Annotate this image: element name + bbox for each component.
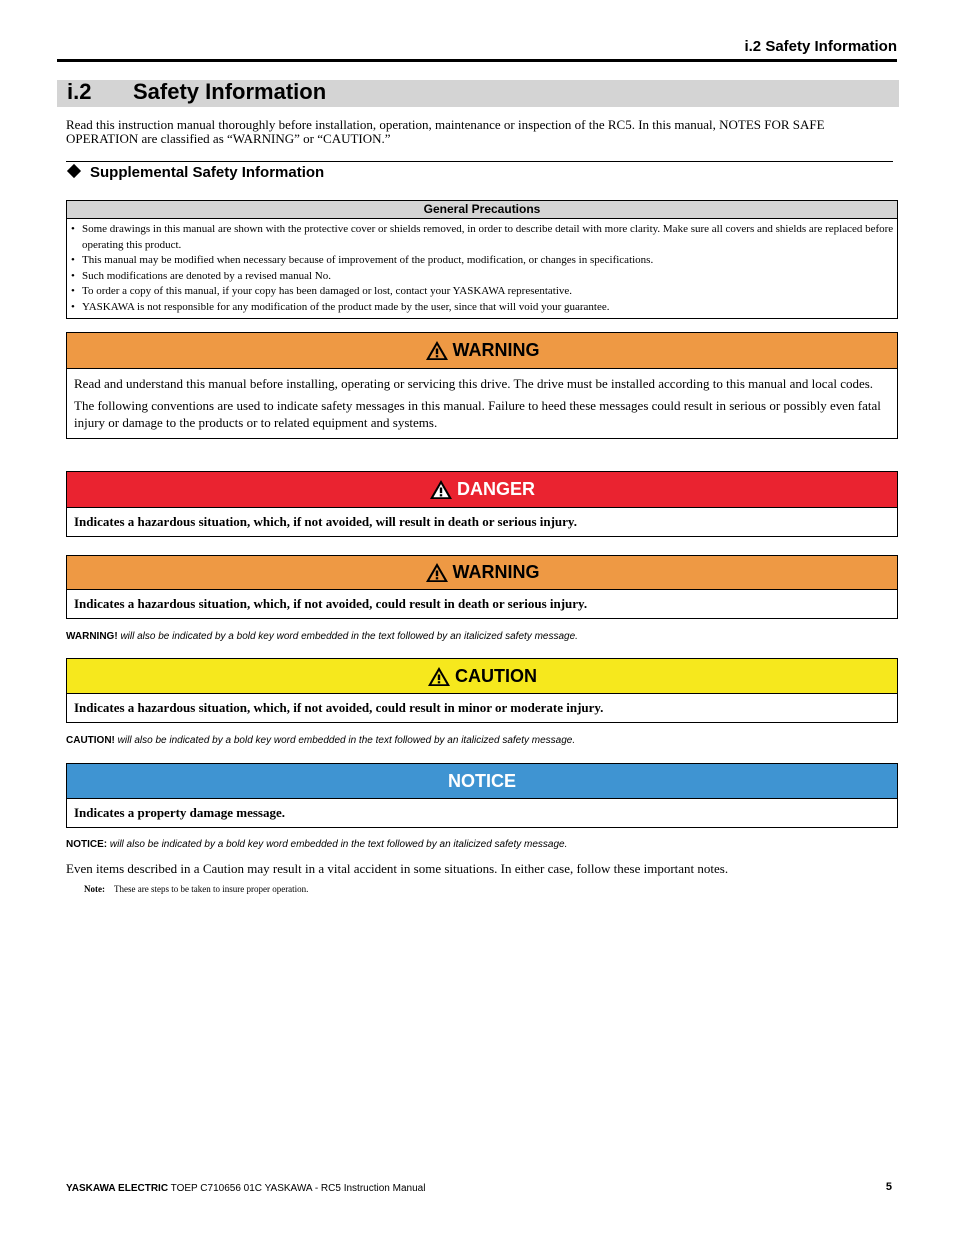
warning-triangle-icon <box>429 479 453 500</box>
notice-header <box>67 764 897 799</box>
notice-label: NOTICE <box>447 770 516 791</box>
list-item: • Some drawings in this manual are shown with the protective cover or shields removed, in order to describe detail with more clarity. Make sure all covers and shields are replaced before operating this product. <box>69 222 894 253</box>
caution-header <box>67 659 897 694</box>
subsection-heading <box>66 164 324 182</box>
caution-label: CAUTION <box>455 665 537 686</box>
warning-note <box>66 631 578 643</box>
warning-note-message: will also be indicated by a bold key word embedded in the text followed by an italicized safety message. <box>117 631 578 642</box>
header-rule <box>57 59 897 62</box>
general-precautions-title: General Precautions <box>67 201 897 219</box>
warning-main-header <box>67 333 897 369</box>
notice-text: Indicates a property damage message. <box>74 805 285 820</box>
caution-note-message: will also be indicated by a bold key word embedded in the text followed by an italicized safety message. <box>114 735 576 746</box>
warning-main-para1: Read and understand this manual before installing, operating or servicing this drive. The drive must be installed according to this manual and local codes. <box>74 376 874 391</box>
diamond-icon <box>67 164 81 178</box>
list-item: • This manual may be modified when necessary because of improvement of the product, modification, or changes in specifications. <box>69 253 894 269</box>
warning-main-body <box>67 369 897 438</box>
danger-header <box>67 472 897 508</box>
warning-triangle-icon <box>427 666 451 687</box>
footer-doc-id: TOEP C710656 01C YASKAWA - RC5 Instruction Manual <box>168 1183 426 1194</box>
warning-box <box>66 555 898 619</box>
footer-doc-info <box>66 1183 425 1195</box>
note-text: These are steps to be taken to insure proper operation. <box>114 884 309 894</box>
warning-main-para2: The following conventions are used to indicate safety messages in this manual. Failure to heed these messages could result in serious or possibly even fatal injury or damage to the products or to related equipment and systems. <box>74 398 881 430</box>
warning-triangle-icon <box>425 340 449 361</box>
section-number: i.2 <box>67 79 92 104</box>
subsection-rule <box>66 161 893 162</box>
running-header: i.2 Safety Information <box>744 38 897 55</box>
notice-note-keyword: NOTICE: <box>66 839 108 850</box>
danger-text: Indicates a hazardous situation, which, if not avoided, will result in death or serious injury. <box>74 514 577 529</box>
page-number: 5 <box>885 1181 892 1193</box>
precautions-list <box>67 219 897 318</box>
danger-label: DANGER <box>456 479 535 499</box>
list-item: • To order a copy of this manual, if your copy has been damaged or lost, contact your YASKAWA representative. <box>69 284 894 300</box>
warning-triangle-icon <box>425 562 449 583</box>
caution-note-keyword: CAUTION! <box>66 735 115 746</box>
warning-text: Indicates a hazardous situation, which, if not avoided, could result in death or serious injury. <box>74 596 588 611</box>
intro-paragraph: Read this instruction manual thoroughly before installation, operation, maintenance or inspection of the RC5. In this manual, NOTES FOR SAFE OPERATION are classified as “WARNING” or “CAUTION.” <box>66 117 825 146</box>
danger-box <box>66 471 898 537</box>
list-item: • YASKAWA is not responsible for any modification of the product made by the user, since that will void your guarantee. <box>69 300 894 316</box>
section-title: Safety Information <box>133 79 327 104</box>
subsection-title: Supplemental Safety Information <box>90 164 325 181</box>
caution-text: Indicates a hazardous situation, which, if not avoided, could result in minor or moderate injury. <box>74 700 604 715</box>
caution-box <box>66 658 898 723</box>
general-precautions-table <box>66 200 898 319</box>
section-title-bar <box>57 80 899 107</box>
warning-main-box <box>66 332 898 439</box>
closing-paragraph: Even items described in a Caution may result in a vital accident in some situations. In either case, follow these important notes. <box>66 861 729 876</box>
footer-brand: YASKAWA ELECTRIC <box>66 1183 169 1194</box>
notice-note-message: will also be indicated by a bold key word embedded in the text followed by an italicized safety message. <box>107 839 568 850</box>
list-item: • Such modifications are denoted by a revised manual No. <box>69 269 894 285</box>
notice-note <box>66 839 567 851</box>
notice-box <box>66 763 898 828</box>
note <box>84 884 308 895</box>
warning-label: WARNING <box>452 562 540 582</box>
warning-header <box>67 556 897 590</box>
warning-main-label: WARNING <box>452 340 540 360</box>
warning-note-keyword: WARNING! <box>66 631 118 642</box>
note-label: Note: <box>84 884 105 894</box>
caution-note <box>66 735 575 747</box>
